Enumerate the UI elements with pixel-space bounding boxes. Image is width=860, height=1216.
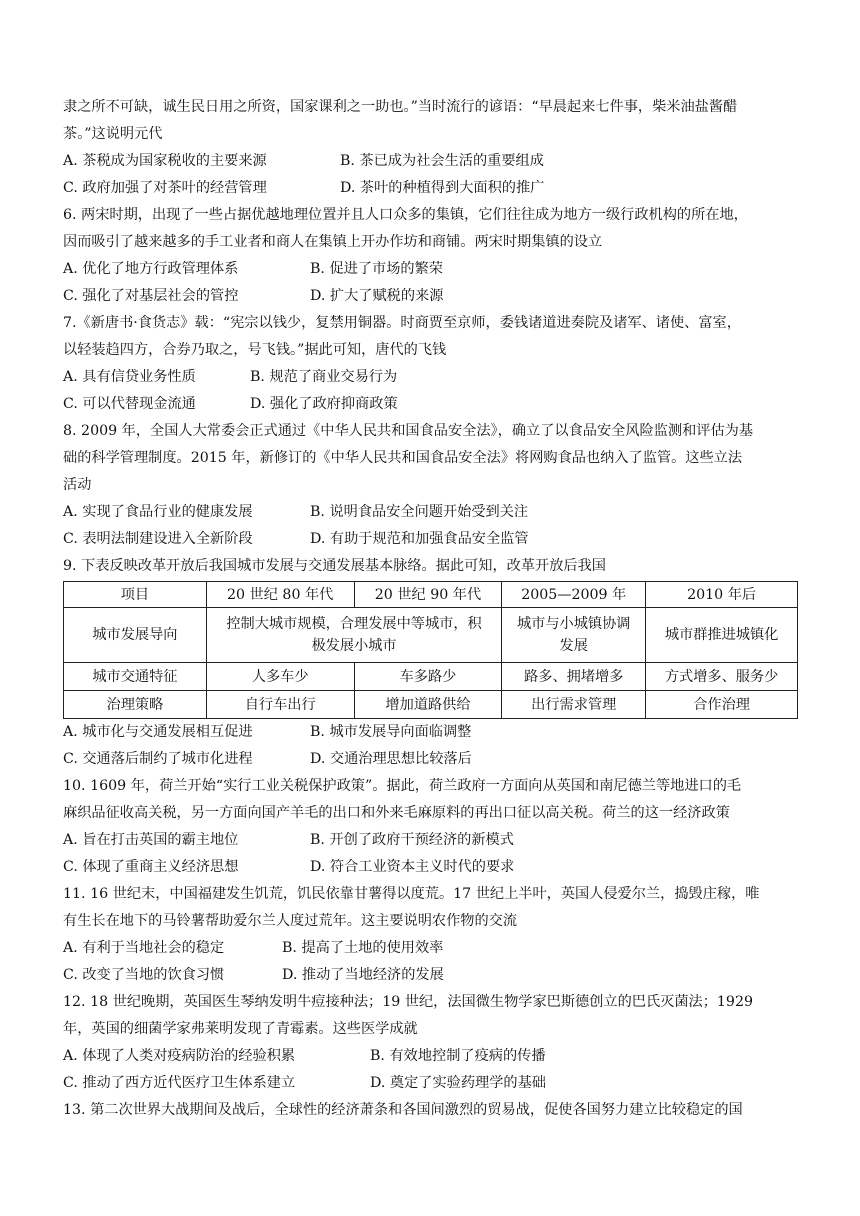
option-b: B. 开创了政府干预经济的新模式 [310,832,514,848]
table-cell: 合作治理 [646,691,798,719]
table-header-cell: 2010 年后 [646,582,798,608]
option-a: A. 优化了地方行政管理体系 [63,261,239,277]
option-d: D. 茶叶的种植得到大面积的推广 [340,180,545,196]
option-b: B. 说明食品安全问题开始受到关注 [310,504,529,520]
option-d: D. 有助于规范和加强食品安全监管 [310,531,529,547]
option-a: A. 旨在打击英国的霸主地位 [63,832,239,848]
option-c: C. 表明法制建设进入全新阶段 [63,531,253,547]
text-line: 有生长在地下的马铃薯帮助爱尔兰人度过荒年。这主要说明农作物的交流 [63,913,518,929]
cell-line: 控制大城市规模，合理发展中等城市，积 [226,616,482,632]
table-cell: 城市群推进城镇化 [646,608,798,663]
table-cell: 出行需求管理 [502,691,646,719]
option-d: D. 交通治理思想比较落后 [310,751,472,767]
option-c: C. 体现了重商主义经济思想 [63,859,239,875]
text-line: 7.《新唐书·食货志》载：“宪宗以钱少，复禁用铜器。时商贾至京师，委钱诸道进奏院及诸军、诸使、富室， [63,315,741,331]
option-c: C. 政府加强了对茶叶的经营管理 [63,180,267,196]
text-line: 以轻装趋四方，合券乃取之，号飞钱。”据此可知，唐代的飞钱 [63,342,447,358]
text-line: 活动 [63,477,92,493]
table-row [64,608,798,663]
table-row [64,691,798,719]
table-header-cell: 2005—2009 年 [502,582,646,608]
table-header-row [64,582,798,608]
table-row [64,663,798,691]
cell-line: 城市与小城镇协调 [516,616,631,632]
text-line: 11. 16 世纪末，中国福建发生饥荒，饥民依靠甘薯得以度荒。17 世纪上半叶，英国人侵爱尔兰，捣毁庄稼，唯 [63,886,760,902]
option-b: B. 城市发展导向面临调整 [310,724,472,740]
option-c: C. 可以代替现金流通 [63,396,196,412]
table-header-cell: 20 世纪 80 年代 [206,582,354,608]
option-d: D. 推动了当地经济的发展 [282,967,444,983]
table-cell: 自行车出行 [206,691,354,719]
text-line: 年，英国的细菌学家弗莱明发现了青霉素。这些医学成就 [63,1021,418,1037]
table-cell: 城市发展导向 [64,608,207,663]
option-a: A. 茶税成为国家税收的主要来源 [63,153,267,169]
data-table [63,581,798,719]
text-line: 8. 2009 年，全国人大常委会正式通过《中华人民共和国食品安全法》，确立了以食品安全风险监测和评估为基 [63,423,754,439]
table-header-cell: 项目 [64,582,207,608]
table-cell [502,608,646,663]
option-b: B. 规范了商业交易行为 [250,369,398,385]
option-c: C. 交通落后制约了城市化进程 [63,751,253,767]
table-cell: 路多、拥堵增多 [502,663,646,691]
option-b: B. 促进了市场的繁荣 [310,261,443,277]
option-c: C. 强化了对基层社会的管控 [63,288,239,304]
option-a: A. 具有信贷业务性质 [63,369,196,385]
option-c: C. 推动了西方近代医疗卫生体系建立 [63,1075,296,1091]
text-line: 10. 1609 年，荷兰开始“实行工业关税保护政策”。据此，荷兰政府一方面向从英国和南尼德兰等地进口的毛 [63,778,742,794]
text-line: 础的科学管理制度。2015 年，新修订的《中华人民共和国食品安全法》将网购食品也纳入了监管。这些立法 [63,450,743,466]
option-d: D. 符合工业资本主义时代的要求 [310,859,515,875]
table-cell: 车多路少 [354,663,502,691]
option-b: B. 提高了土地的使用效率 [282,940,444,956]
text-line: 9. 下表反映改革开放后我国城市发展与交通发展基本脉络。据此可知，改革开放后我国 [63,558,606,574]
option-b: B. 茶已成为社会生活的重要组成 [340,153,544,169]
text-line: 12. 18 世纪晚期，英国医生琴纳发明牛痘接种法；19 世纪，法国微生物学家巴斯德创立的巴氏灭菌法；1929 [63,994,753,1010]
option-d: D. 强化了政府抑商政策 [250,396,398,412]
table-cell: 人多车少 [206,663,354,691]
text-line: 麻织品征收高关税，另一方面向国产羊毛的出口和外来毛麻原料的再出口征以高关税。荷兰的这一经济政策 [63,805,730,821]
cell-line: 极发展小城市 [311,638,397,654]
option-a: A. 城市化与交通发展相互促进 [63,724,253,740]
option-d: D. 奠定了实验药理学的基础 [370,1075,546,1091]
table-cell: 城市交通特征 [64,663,207,691]
cell-line: 发展 [559,638,588,654]
text-line: 因而吸引了越来越多的手工业者和商人在集镇上开办作坊和商铺。两宋时期集镇的设立 [63,234,603,250]
text-line: 茶。”这说明元代 [63,126,163,142]
table-cell: 增加道路供给 [354,691,502,719]
table-cell: 方式增多、服务少 [646,663,798,691]
option-a: A. 实现了食品行业的健康发展 [63,504,253,520]
text-line: 13. 第二次世界大战期间及战后，全球性的经济萧条和各国间激烈的贸易战，促使各国努力建立比较稳定的国 [63,1102,743,1118]
option-c: C. 改变了当地的饮食习惯 [63,967,225,983]
option-a: A. 有利于当地社会的稳定 [63,940,225,956]
text-line: 隶之所不可缺，诚生民日用之所资，国家课利之一助也。”当时流行的谚语：“早晨起来七件事，柴米油盐酱醋 [63,99,738,115]
option-a: A. 体现了人类对疫病防治的经验积累 [63,1048,296,1064]
table-header-cell: 20 世纪 90 年代 [354,582,502,608]
option-b: B. 有效地控制了疫病的传播 [370,1048,546,1064]
table-cell: 治理策略 [64,691,207,719]
option-d: D. 扩大了赋税的来源 [310,288,444,304]
text-line: 6. 两宋时期，出现了一些占据优越地理位置并且人口众多的集镇，它们往往成为地方一级行政机构的所在地， [63,207,748,223]
table-cell-merged [206,608,502,663]
